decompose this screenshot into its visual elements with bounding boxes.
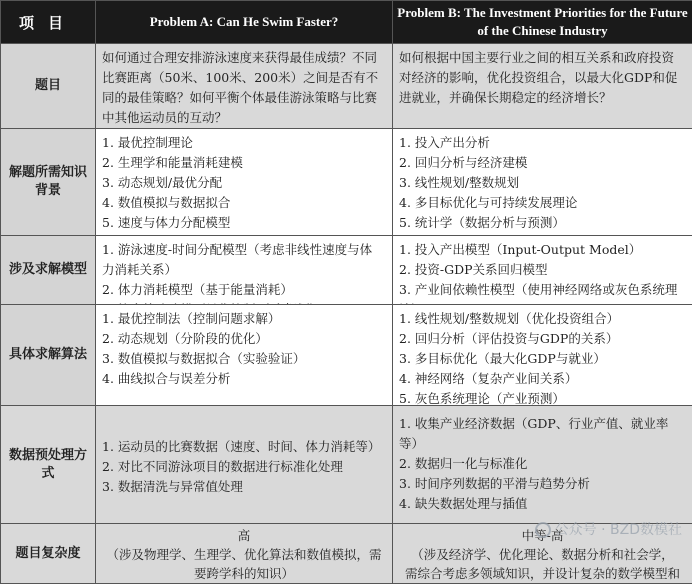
preprocess-a-cell: [96, 406, 393, 524]
list-item: 2. 投资-GDP关系回归模型: [399, 260, 686, 280]
list-item: 1. 最优控制理论: [102, 133, 386, 153]
complexity-note: （涉及物理学、生理学、优化算法和数值模拟，需: [96, 545, 392, 564]
row-label-models: 涉及求解模型: [1, 236, 96, 305]
preprocess-b-cell: [393, 406, 692, 524]
models-b-cell: [393, 236, 692, 305]
list-item: 2. 体力消耗模型（基于能量消耗）: [102, 280, 386, 300]
list-item: 1. 线性规划/整数规划（优化投资组合）: [399, 309, 686, 329]
row-label-preprocess-l1: 数据预处理方: [1, 447, 95, 465]
list-item: [102, 300, 386, 304]
list-item: 3. 动态规划/最优分配: [102, 173, 386, 193]
header-problem-a: Problem A: Can He Swim Faster?: [96, 1, 393, 44]
topic-b-cell: [393, 44, 692, 129]
row-label-algorithms: 具体求解算法: [1, 305, 96, 406]
list-item: 4. 缺失数据处理与插值: [399, 494, 686, 514]
complexity-note: 要跨学科的知识）: [96, 564, 392, 582]
complexity-level: 高: [96, 526, 392, 545]
list-item: 等）: [399, 434, 686, 454]
list-item: [399, 300, 686, 304]
list-item: 2. 生理学和能量消耗建模: [102, 153, 386, 173]
complexity-note: （涉及经济学、优化理论、数据分析和社会学，: [393, 545, 692, 564]
algorithms-b-cell: [393, 305, 692, 406]
header-problem-b: Problem B: The Investment Priorities for the Future of the Chinese Industry: [393, 1, 692, 44]
list-item: 2. 回归分析与经济建模: [399, 153, 686, 173]
list-item: 3. 线性规划/整数规划: [399, 173, 686, 193]
list-item: 5. 灰色系统理论（产业预测）: [399, 389, 686, 406]
list-item: 3. 数据清洗与异常值处理: [102, 477, 386, 497]
row-algorithms: [1, 305, 692, 406]
wechat-logo-icon: [535, 522, 551, 538]
complexity-a-cell: [96, 524, 393, 584]
topic-a-cell: [96, 44, 393, 129]
row-label-topic: 题目: [1, 44, 96, 129]
row-label-knowledge-l1: 解题所需知识: [1, 164, 95, 182]
row-label-knowledge: [1, 129, 96, 236]
header-row: [1, 1, 692, 44]
row-topic: [1, 44, 692, 129]
list-item: 力消耗关系）: [102, 260, 386, 280]
watermark: [535, 519, 682, 539]
list-item: 1. 游泳速度-时间分配模型（考虑非线性速度与体: [102, 240, 386, 260]
list-item: 3. 产业间依赖性模型（使用神经网络或灰色系统理: [399, 280, 686, 300]
row-label-preprocess-l2: 式: [1, 465, 95, 483]
list-item: 4. 数值模拟与数据拟合: [102, 193, 386, 213]
row-knowledge: [1, 129, 692, 236]
complexity-level: 中等-高: [393, 526, 692, 545]
row-label-knowledge-l2: 背景: [1, 182, 95, 200]
list-item: 2. 回归分析（评估投资与GDP的关系）: [399, 329, 686, 349]
list-item: 3. 时间序列数据的平滑与趋势分析: [399, 474, 686, 494]
list-item: 1. 投入产出模型（Input-Output Model）: [399, 240, 686, 260]
list-item: 3. 多目标优化（最大化GDP与就业）: [399, 349, 686, 369]
list-item: 1. 运动员的比赛数据（速度、时间、体力消耗等）: [102, 437, 386, 457]
row-label-preprocess: [1, 406, 96, 524]
list-item: 1. 投入产出分析: [399, 133, 686, 153]
list-item: 1. 最优控制法（控制问题求解）: [102, 309, 386, 329]
row-preprocess: [1, 406, 692, 524]
list-item: 4. 曲线拟合与误差分析: [102, 369, 386, 389]
list-item: 5. 统计学（数据分析与预测）: [399, 213, 686, 233]
topic-a-text: 如何通过合理安排游泳速度来获得最佳成绩？不同比赛距离（50米、100米、200米）之间是否有不同的最佳策略？如何平衡个体最佳游泳策略与比赛中其他运动员的互动？: [96, 44, 392, 128]
list-item: 2. 数据归一化与标准化: [399, 454, 686, 474]
knowledge-b-cell: [393, 129, 692, 236]
list-item: 1. 收集产业经济数据（GDP、行业产值、就业率: [399, 414, 686, 434]
algorithms-a-cell: [96, 305, 393, 406]
list-item: 2. 对比不同游泳项目的数据进行标准化处理: [102, 457, 386, 477]
list-item: 4. 多目标优化与可持续发展理论: [399, 193, 686, 213]
row-models: [1, 236, 692, 305]
header-item: 项目: [1, 1, 96, 44]
knowledge-a-cell: [96, 129, 393, 236]
complexity-note: 需综合考虑多领域知识，并设计复杂的数学模型和: [393, 564, 692, 582]
models-a-cell: [96, 236, 393, 305]
list-item: 4. 神经网络（复杂产业间关系）: [399, 369, 686, 389]
list-item: 2. 动态规划（分阶段的优化）: [102, 329, 386, 349]
list-item: 3. 数值模拟与数据拟合（实验验证）: [102, 349, 386, 369]
list-item: 5. 速度与体力分配模型: [102, 213, 386, 233]
topic-b-text: 如何根据中国主要行业之间的相互关系和政府投资对经济的影响，优化投资组合，以最大化GDP和促进就业，并确保长期稳定的经济增长？: [393, 44, 692, 108]
row-label-complexity: 题目复杂度: [1, 524, 96, 584]
watermark-text: 公众号 · BZD数模社: [555, 522, 682, 538]
